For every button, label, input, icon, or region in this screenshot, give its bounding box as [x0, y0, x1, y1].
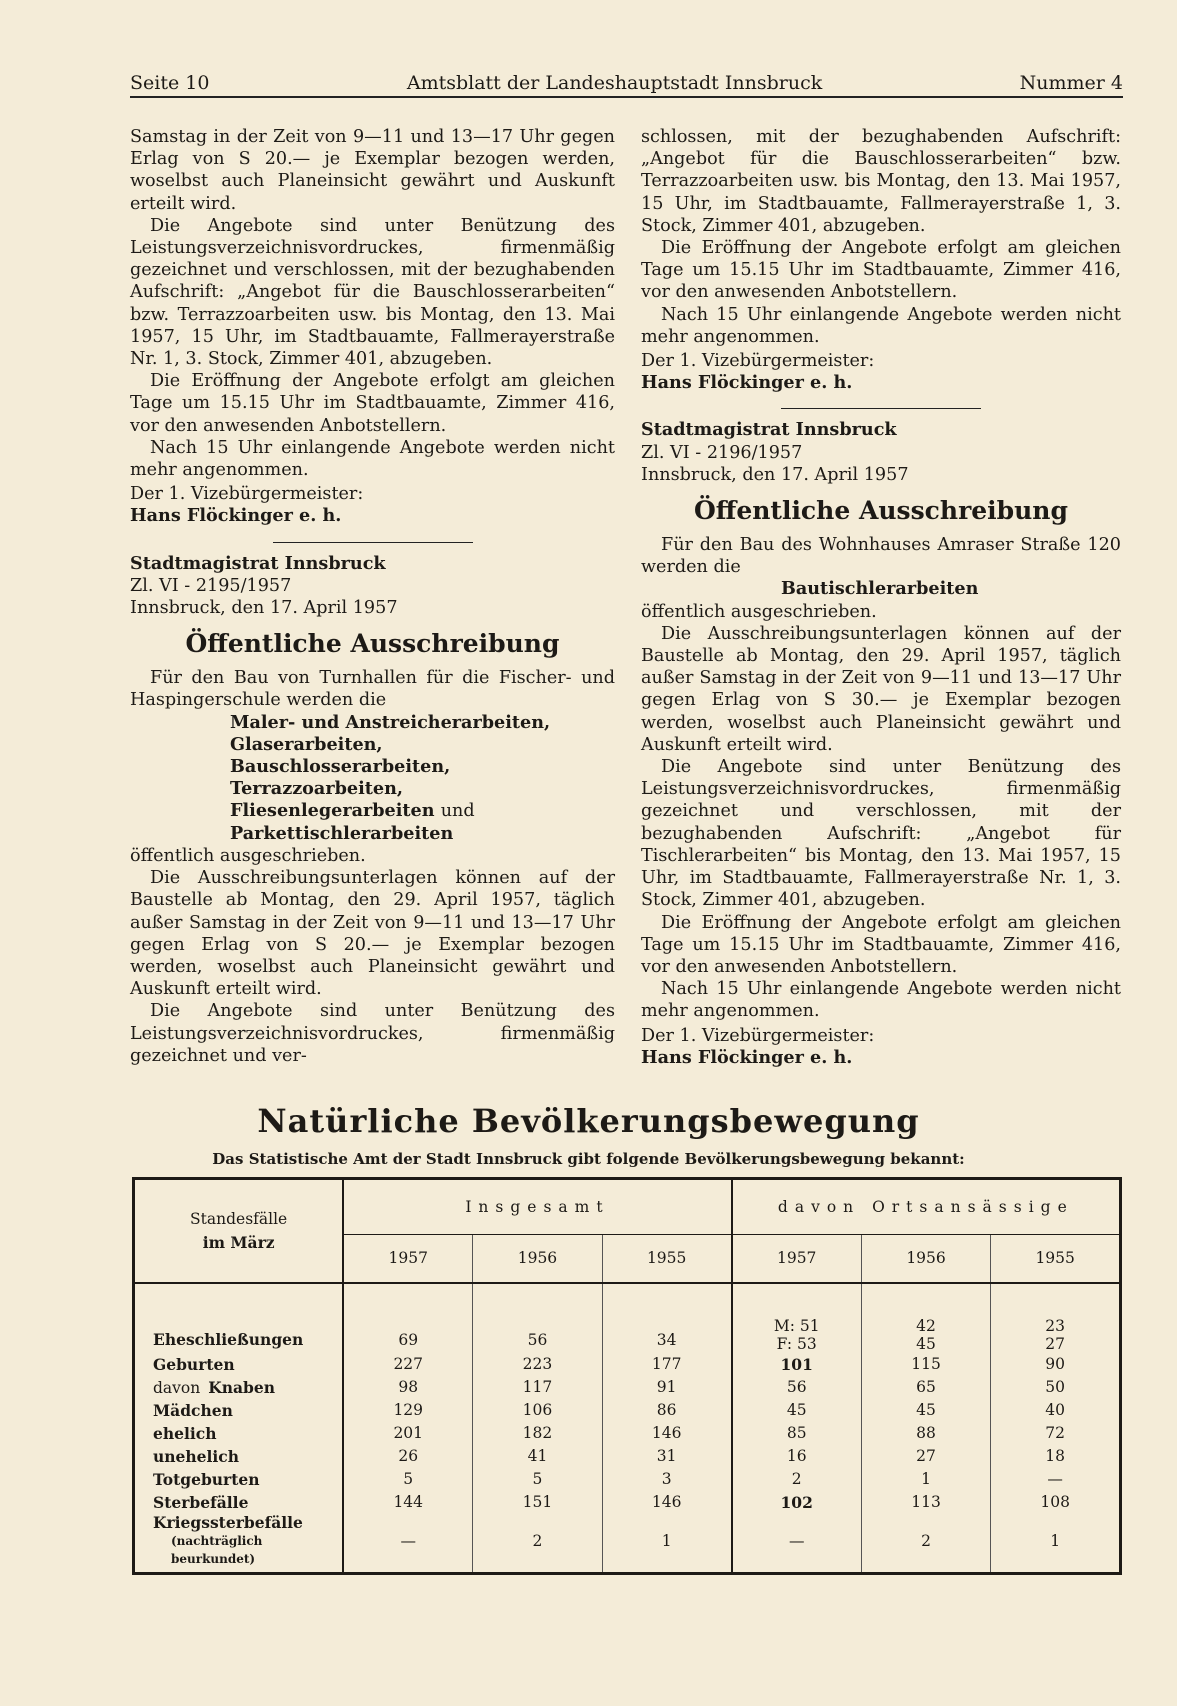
table-row [134, 1376, 1121, 1399]
spacer-cell [991, 1568, 1121, 1574]
cell: 117 [473, 1376, 602, 1399]
cell: 1 [991, 1514, 1121, 1568]
cell: 5 [473, 1468, 602, 1491]
cell: 101 [732, 1353, 862, 1376]
divider [273, 542, 473, 543]
row-label: Sterbefälle [153, 1492, 249, 1512]
issue-number: Nummer 4 [1019, 72, 1123, 94]
cell: 146 [602, 1491, 731, 1514]
cell: 31 [602, 1445, 731, 1468]
cell: 108 [991, 1491, 1121, 1514]
row-label: Totgeburten [153, 1469, 260, 1489]
cell: 88 [861, 1422, 991, 1445]
cell: 56 [732, 1376, 862, 1399]
issuer: Stadtmagistrat Innsbruck [641, 419, 897, 441]
trade-conjunction: und [440, 801, 475, 822]
paragraph: öffentlich ausgeschrieben. [130, 845, 366, 866]
page-number: Seite 10 [130, 72, 210, 94]
cell-line: F: 53 [776, 1334, 817, 1353]
cell: 40 [991, 1399, 1121, 1422]
group-header-local: davon Ortsansässige [732, 1179, 1121, 1235]
trade-item: Bautischlerarbeiten [781, 578, 979, 600]
cell: 26 [343, 1445, 472, 1468]
cell: 1 [602, 1514, 731, 1568]
notice-title: Öffentliche Ausschreibung [185, 629, 560, 659]
year-header: 1956 [473, 1235, 602, 1283]
cell-line: M: 51 [773, 1316, 820, 1335]
paragraph: Nach 15 Uhr einlangende Angebote werden nicht mehr angenommen. [130, 437, 615, 481]
cell: 115 [861, 1353, 991, 1376]
cell: 90 [991, 1353, 1121, 1376]
reference-number: Zl. VI - 2196/1957 [641, 442, 803, 463]
cell: 129 [343, 1399, 472, 1422]
corner-header [134, 1179, 344, 1283]
spacer-cell [732, 1568, 862, 1574]
cell: 41 [473, 1445, 602, 1468]
year-header: 1955 [602, 1235, 731, 1283]
signature-name: Hans Flöckinger e. h. [641, 372, 853, 394]
trade-item: Maler- und Anstreicherarbeiten, [230, 711, 551, 733]
trade-item: Terrazzoarbeiten, [230, 778, 404, 800]
year-header: 1956 [861, 1235, 991, 1283]
row-label: ehelich [153, 1423, 217, 1443]
cell [991, 1283, 1121, 1353]
table-row [134, 1283, 1121, 1353]
left-column [130, 126, 615, 1067]
paragraph: öffentlich ausgeschrieben. [641, 601, 877, 622]
cell: 45 [732, 1399, 862, 1422]
stats-subtitle: Das Statistische Amt der Stadt Innsbruck gibt folgende Bevölkerungsbewegung bekannt: [212, 1150, 965, 1168]
cell: 5 [343, 1468, 472, 1491]
row-label: Geburten [153, 1354, 235, 1374]
population-table [132, 1177, 1122, 1575]
cell: 27 [861, 1445, 991, 1468]
corner-label: im März [202, 1232, 275, 1252]
trade-item: Glaserarbeiten, [230, 733, 383, 755]
paragraph: Die Eröffnung der Angebote erfolgt am gleichen Tage um 15.15 Uhr im Stadtbauamte, Zimmer 416, vor den anwesenden Anbotstellern. [130, 371, 615, 436]
cell: 2 [861, 1514, 991, 1568]
cell-line: 45 [916, 1334, 936, 1353]
year-header: 1955 [991, 1235, 1121, 1283]
cell: 227 [343, 1353, 472, 1376]
cell: 50 [991, 1376, 1121, 1399]
paragraph: Die Angebote sind unter Benützung des Leistungsverzeichnisvordruckes, firmenmäßig gezeichnet und verschlossen, mit der bezughabenden Aufschrift: „Angebot für die Bauschlosserarbeiten“ bzw. Terrazzoarbeiten usw. bis Montag, den 13. Mai 1957, 15 Uhr, im Stadtbauamte, Fallmerayerstraße Nr. 1, 3. Stock, Zimmer 401, abzugeben. [130, 215, 615, 370]
signature-name: Hans Flöckinger e. h. [130, 505, 342, 527]
cell: 201 [343, 1422, 472, 1445]
signature-role: Der 1. Vizebürgermeister: [641, 1025, 875, 1046]
reference-number: Zl. VI - 2195/1957 [130, 575, 292, 596]
trade-item: Fliesenlegerarbeiten [230, 800, 435, 822]
spacer-cell [602, 1568, 731, 1574]
cell: 151 [473, 1491, 602, 1514]
paragraph: Samstag in der Zeit von 9—11 und 13—17 Uhr gegen Erlag von S 20.— je Exemplar bezogen werden, woselbst auch Planeinsicht gewährt und Auskunft erteilt wird. [130, 127, 615, 214]
table-row [134, 1491, 1121, 1514]
row-note: (nachträglich beurkundet) [171, 1533, 263, 1566]
issuer: Stadtmagistrat Innsbruck [130, 552, 386, 574]
cell: 85 [732, 1422, 862, 1445]
cell [732, 1283, 862, 1353]
cell: 102 [732, 1491, 862, 1514]
signature-name: Hans Flöckinger e. h. [641, 1046, 853, 1068]
table-row [134, 1445, 1121, 1468]
cell [861, 1283, 991, 1353]
cell: 16 [732, 1445, 862, 1468]
cell: 65 [861, 1376, 991, 1399]
cell: — [991, 1468, 1121, 1491]
spacer-cell [473, 1568, 602, 1574]
row-label: Kriegssterbefälle (nachträglich beurkundet) [134, 1514, 344, 1568]
trade-item-row [130, 800, 615, 822]
cell: 3 [602, 1468, 731, 1491]
cell: 18 [991, 1445, 1121, 1468]
cell: 144 [343, 1491, 472, 1514]
cell: 91 [602, 1376, 731, 1399]
spacer-cell [134, 1568, 344, 1574]
dateline: Innsbruck, den 17. April 1957 [641, 464, 909, 485]
cell-line: 23 [1045, 1316, 1066, 1335]
cell: 2 [732, 1468, 862, 1491]
paragraph: Nach 15 Uhr einlangende Angebote werden nicht mehr angenommen. [641, 979, 1121, 1022]
paragraph: Die Ausschreibungsunterlagen können auf der Baustelle ab Montag, den 29. April 1957, täglich außer Samstag in der Zeit von 9—11 und 13—17 Uhr gegen Erlag von S 30.— je Exemplar bezogen werden, woselbst auch Planeinsicht gewährt und Auskunft erteilt wird. [641, 623, 1121, 755]
corner-label: Standesfälle [190, 1209, 288, 1228]
group-header-total: Insgesamt [343, 1179, 731, 1235]
cell: 34 [602, 1283, 731, 1353]
table-row [134, 1353, 1121, 1376]
dateline: Innsbruck, den 17. April 1957 [130, 598, 398, 619]
cell: 56 [473, 1283, 602, 1353]
cell: 177 [602, 1353, 731, 1376]
spacer-cell [861, 1568, 991, 1574]
row-label: Eheschließungen [153, 1329, 304, 1349]
trade-item: Parkettischlerarbeiten [230, 822, 454, 844]
paragraph: Die Angebote sind unter Benützung des Leistungsverzeichnisvordruckes, firmenmäßig gezeichnet und verschlossen, mit der bezughabenden Aufschrift: „Angebot für Tischlerarbeiten“ bis Montag, den 13. Mai 1957, 15 Uhr, im Stadtbauamte, Fallmerayerstraße Nr. 1, 3. Stock, Zimmer 401, abzugeben. [641, 757, 1121, 911]
paragraph: Nach 15 Uhr einlangende Angebote werden nicht mehr angenommen. [641, 304, 1121, 347]
cell: 182 [473, 1422, 602, 1445]
signature-role: Der 1. Vizebürgermeister: [130, 484, 364, 505]
notice-title: Öffentliche Ausschreibung [694, 496, 1068, 526]
cell: 86 [602, 1399, 731, 1422]
cell: — [343, 1514, 472, 1568]
notice-intro: Für den Bau von Turnhallen für die Fischer- und Haspingerschule werden die [130, 668, 615, 711]
cell: 2 [473, 1514, 602, 1568]
divider [781, 408, 981, 409]
cell: 98 [343, 1376, 472, 1399]
publication-title: Amtsblatt der Landeshauptstadt Innsbruck [406, 72, 823, 94]
cell: 69 [343, 1283, 472, 1353]
cell-line: 42 [916, 1316, 936, 1335]
spacer-cell [343, 1568, 472, 1574]
paragraph: schlossen, mit der bezughabenden Aufschrift: „Angebot für die Bauschlosserarbeiten“ bzw. Terrazzoarbeiten usw. bis Montag, den 13. Mai 1957, 15 Uhr, im Stadtbauamte, Fallmerayerstraße 1, 3. Stock, Zimmer 401, abzugeben. [641, 127, 1121, 236]
row-label: unehelich [153, 1446, 240, 1466]
signature-role: Der 1. Vizebürgermeister: [641, 351, 875, 372]
cell: 113 [861, 1491, 991, 1514]
cell-line: 27 [1045, 1334, 1066, 1353]
trade-list [130, 712, 615, 845]
notice-intro: Für den Bau des Wohnhauses Amraser Straße 120 werden die [641, 535, 1121, 578]
row-label: davon Knaben [153, 1377, 275, 1397]
cell: 106 [473, 1399, 602, 1422]
stats-title: Natürliche Bevölkerungsbewegung [257, 1102, 920, 1140]
paragraph: Die Angebote sind unter Benützung des Leistungsverzeichnisvordruckes, firmenmäßig gezeichnet und ver- [130, 1001, 615, 1066]
row-group-label: davon [153, 1378, 201, 1397]
table-row [134, 1422, 1121, 1445]
table-row [134, 1399, 1121, 1422]
table-spacer [134, 1568, 1121, 1574]
page-header [130, 70, 1123, 98]
trade-item: Bauschlosserarbeiten, [230, 756, 451, 778]
paragraph: Die Eröffnung der Angebote erfolgt am gleichen Tage um 15.15 Uhr im Stadtbauamte, Zimmer 416, vor den anwesenden Anbotstellern. [641, 912, 1121, 977]
year-header: 1957 [343, 1235, 472, 1283]
cell: 223 [473, 1353, 602, 1376]
right-column [641, 126, 1121, 1069]
cell: 1 [861, 1468, 991, 1491]
year-header: 1957 [732, 1235, 862, 1283]
paragraph: Die Ausschreibungsunterlagen können auf der Baustelle ab Montag, den 29. April 1957, täglich außer Samstag in der Zeit von 9—11 und 13—17 Uhr gegen Erlag von S 20.— je Exemplar bezogen werden, woselbst auch Planeinsicht gewährt und Auskunft erteilt wird. [130, 868, 615, 1000]
table-row [134, 1468, 1121, 1491]
table-body [134, 1353, 1121, 1574]
cell: 45 [861, 1399, 991, 1422]
cell: — [732, 1514, 862, 1568]
table-row [134, 1514, 1121, 1568]
paragraph: Die Eröffnung der Angebote erfolgt am gleichen Tage um 15.15 Uhr im Stadtbauamte, Zimmer 416, vor den anwesenden Anbotstellern. [641, 238, 1121, 303]
row-label: Mädchen [153, 1400, 233, 1420]
cell: 72 [991, 1422, 1121, 1445]
cell: 146 [602, 1422, 731, 1445]
